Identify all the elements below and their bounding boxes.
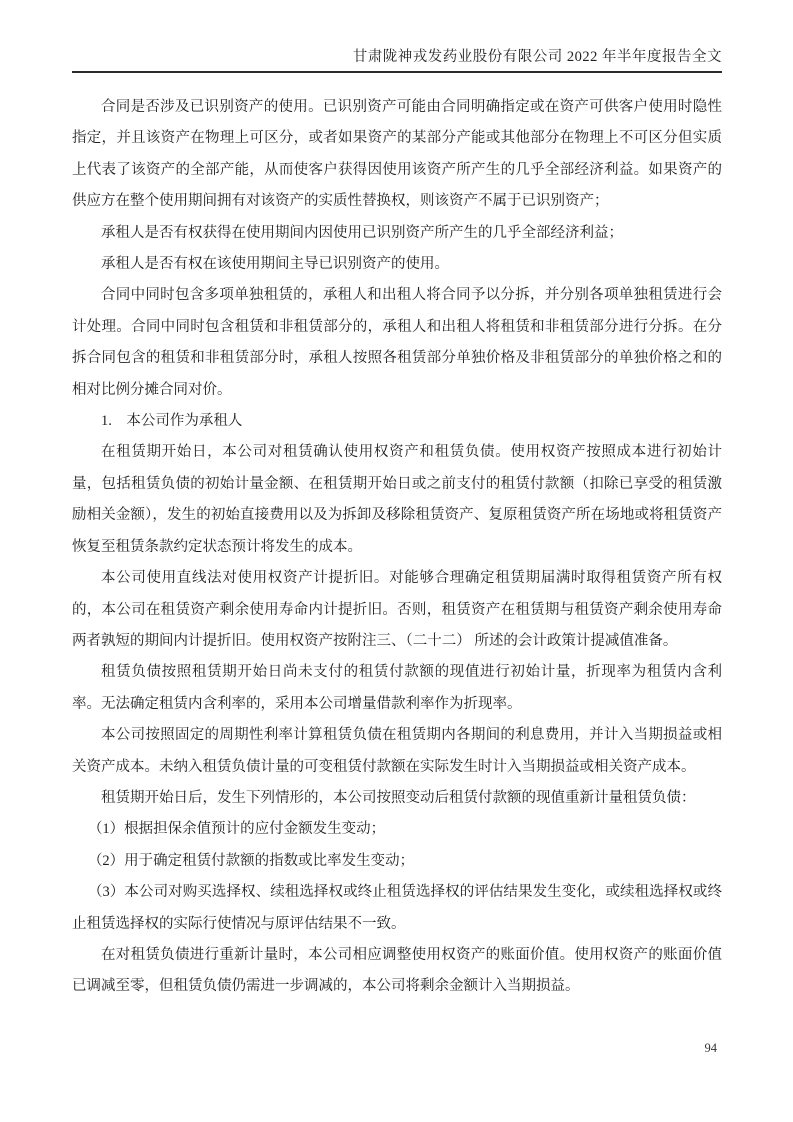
paragraph: 本公司使用直线法对使用权资产计提折旧。对能够合理确定租赁期届满时取得租赁资产所有权的，本公司在租赁资产剩余使用寿命内计提折旧。否则，租赁资产在租赁期与租赁资产剩余使用寿命两者孰短的期间内计提折旧。使用权资产按附注三、（二十二） 所述的会计政策计提减值准备。 (72, 570, 722, 649)
paragraph: （1）根据担保余值预计的应付金额发生变动； (87, 821, 386, 838)
paragraph: 1. 本公司作为承租人 (101, 413, 243, 430)
page-number: 94 (704, 1041, 717, 1055)
paragraph: 在对租赁负债进行重新计量时，本公司相应调整使用权资产的账面价值。使用权资产的账面价值已调减至零，但租赁负债仍需进一步调减的，本公司将剩余金额计入当期损益。 (72, 946, 722, 995)
paragraph: （2）用于确定租赁付款额的指数或比率发生变动； (87, 852, 415, 869)
paragraph: 租赁期开始日后，发生下列情形的，本公司按照变动后租赁付款额的现值重新计量租赁负债： (101, 789, 696, 806)
page-header (72, 48, 722, 73)
paragraph: 承租人是否有权获得在使用期间内因使用已识别资产所产生的几乎全部经济利益； (101, 224, 623, 241)
report-header-title: 甘肃陇神戎发药业股份有限公司 2022 年半年度报告全文 (72, 48, 722, 73)
paragraph: 合同中同时包含多项单独租赁的，承租人和出租人将合同予以分拆，并分别各项单独租赁进行会计处理。合同中同时包含租赁和非租赁部分的，承租人和出租人将租赁和非租赁部分进行分拆。在分拆合同包含的租赁和非租赁部分时，承租人按照各租赁部分单独价格及非租赁部分的单独价格之和的相对比例分摊合同对价。 (72, 287, 722, 398)
paragraph: 租赁负债按照租赁期开始日尚未支付的租赁付款额的现值进行初始计量，折现率为租赁内含利率。无法确定租赁内含利率的，采用本公司增量借款利率作为折现率。 (72, 664, 722, 712)
paragraph: 合同是否涉及已识别资产的使用。已识别资产可能由合同明确指定或在资产可供客户使用时隐性指定，并且该资产在物理上可区分，或者如果资产的某部分产能或其他部分在物理上不可区分但实质上代表了该资产的全部产能，从而使客户获得因使用该资产所产生的几乎全部经济利益。如果资产的供应方在整个使用期间拥有对该资产的实质性替换权，则该资产不属于已识别资产； (72, 99, 722, 210)
document-body (72, 92, 722, 1003)
paragraph: 承租人是否有权在该使用期间主导已识别资产的使用。 (101, 256, 449, 273)
paragraph: 本公司按照固定的周期性利率计算租赁负债在租赁期内各期间的利息费用，并计入当期损益或相关资产成本。未纳入租赁负债计量的可变租赁付款额在实际发生时计入当期损益或相关资产成本。 (72, 727, 722, 775)
paragraph: 在租赁期开始日，本公司对租赁确认使用权资产和租赁负债。使用权资产按照成本进行初始计量，包括租赁负债的初始计量金额、在租赁期开始日或之前支付的租赁付款额（扣除已享受的租赁激励相关金额），发生的初始直接费用以及为拆卸及移除租赁资产、复原租赁资产所在场地或将租赁资产恢复至租赁条款约定状态预计将发生的成本。 (72, 444, 722, 555)
paragraph: （3）本公司对购买选择权、续租选择权或终止租赁选择权的评估结果发生变化，或续租选择权或终止租赁选择权的实际行使情况与原评估结果不一致。 (72, 884, 722, 932)
